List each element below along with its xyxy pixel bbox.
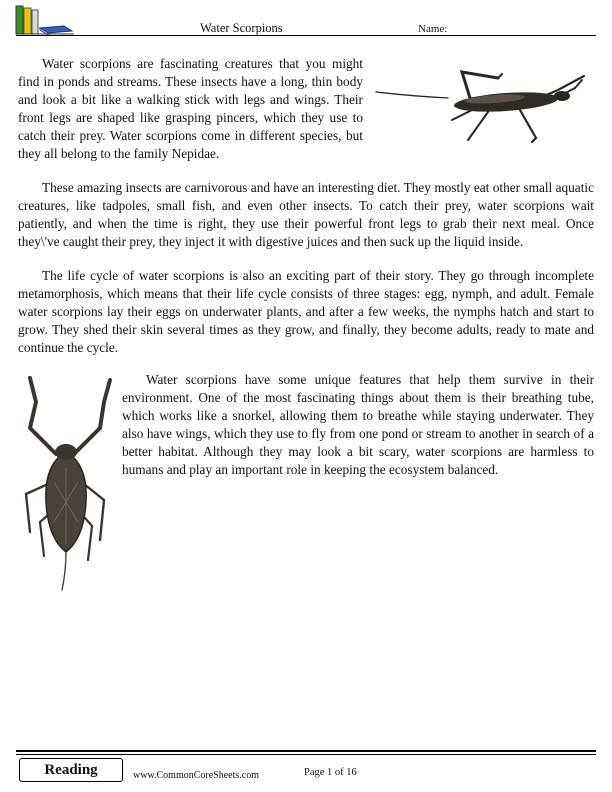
paragraph-4: Water scorpions have some unique features that help them survive in their environment. One of the most fascinating things about them is their breathing tube, which works like a snorkel, allowing them to breathe while staying underwater. They also have wings, which they use to fly from one pond or stream to another in search of a better habitat. Although they may look a bit scary, water scorpions are harmless to humans and play an important role in keeping the ecosystem balanced.	[122, 372, 594, 477]
reading-badge: Reading	[19, 758, 123, 782]
page-title: Water Scorpions	[200, 21, 283, 35]
site-url[interactable]: www.CommonCoreSheets.com	[133, 770, 260, 781]
footer-divider	[16, 750, 596, 752]
paragraph-3: The life cycle of water scorpions is also an exciting part of their story. They go through incomplete metamorphosis, which means that their life cycle consists of three stages: egg, nymph, and adult. Female water scorpions lay their eggs on underwater plants, and after a few weeks, the nymphs hatch and start to grow. They shed their skin several times as they grow, and finally, they become adults, ready to mate and continue the cycle.	[18, 268, 594, 355]
water-scorpion-image-vertical	[18, 372, 118, 594]
paragraph-2: These amazing insects are carnivorous and have an interesting diet. They mostly eat other small aquatic creatures, like tadpoles, small fish, and even other insects. To catch their prey, water scorpions wait patiently, and when the time is right, they use their powerful front legs to grab their next meal. Once they\'ve caught their prey, they inject it with digestive juices and then suck up the liquid inside.	[18, 180, 594, 249]
water-scorpion-image-horizontal	[370, 60, 592, 158]
name-label: Name:	[418, 23, 448, 35]
page-number: Page 1 of 16	[304, 767, 357, 778]
header-divider	[16, 35, 596, 36]
paragraph-1: Water scorpions are fascinating creatures that you might find in ponds and streams. These insects have a long, thin body and look a bit like a walking stick with legs and wings. Their front legs are shaped like grasping pincers, which they use to catch their prey. Water scorpions come in different species, but they all belong to the family Nepidae.	[18, 56, 363, 161]
footer-divider-thin	[16, 754, 596, 755]
books-logo	[14, 4, 76, 36]
